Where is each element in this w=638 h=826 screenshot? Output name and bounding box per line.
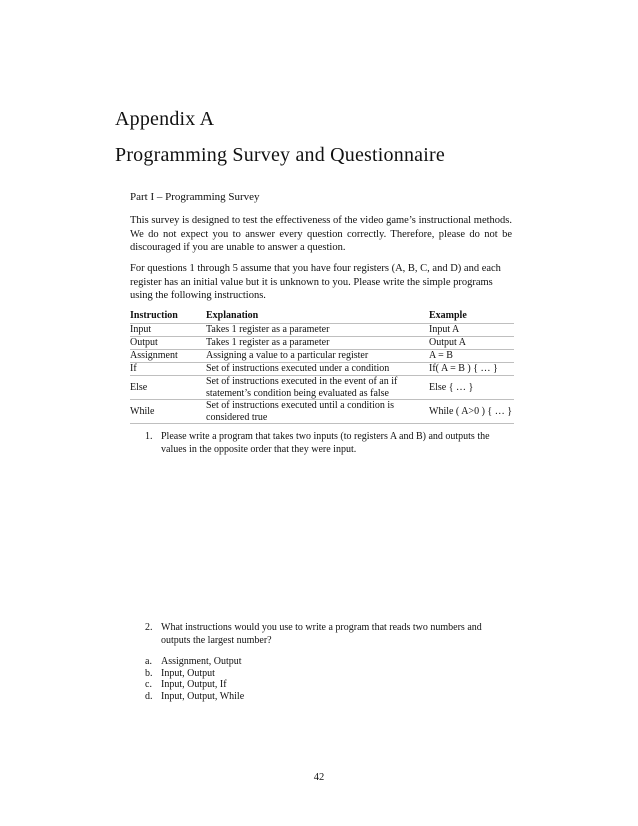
table-cell-explanation: Set of instructions executed until a condition is considered true xyxy=(206,400,429,424)
table-header-row xyxy=(130,309,514,324)
table-row xyxy=(130,376,514,400)
table-row xyxy=(130,350,514,363)
instruction-table xyxy=(130,309,514,424)
table-cell-explanation: Takes 1 register as a parameter xyxy=(206,337,429,350)
table-cell-instruction: Assignment xyxy=(130,350,206,363)
option-text: Assignment, Output xyxy=(161,656,242,667)
table-row xyxy=(130,337,514,350)
column-header-explanation: Explanation xyxy=(206,309,429,324)
table-cell-explanation: Takes 1 register as a parameter xyxy=(206,324,429,337)
appendix-title: Programming Survey and Questionnaire xyxy=(115,144,445,166)
table-cell-example: A = B xyxy=(429,350,514,363)
part-heading: Part I – Programming Survey xyxy=(130,191,260,203)
column-header-example: Example xyxy=(429,309,514,324)
option-letter: d. xyxy=(145,690,153,702)
question-2 xyxy=(145,622,515,652)
option-text: Input, Output, If xyxy=(161,679,227,691)
table-cell-instruction: While xyxy=(130,400,206,424)
option-letter: b. xyxy=(145,667,153,679)
question-1 xyxy=(145,431,515,461)
page-number: 42 xyxy=(313,772,325,783)
table-cell-instruction: Output xyxy=(130,337,206,350)
table-row xyxy=(130,400,514,424)
table-cell-instruction: Input xyxy=(130,324,206,337)
column-header-instruction: Instruction xyxy=(130,309,206,324)
table-cell-explanation: Assigning a value to a particular register xyxy=(206,350,429,363)
option-text: Input, Output xyxy=(161,667,215,679)
intro-paragraph: This survey is designed to test the effectiveness of the video game’s instructional methods. We do not expect you to answer every question correctly. Therefore, please do not be discouraged if you are unable to answer a question. xyxy=(130,215,512,253)
table-cell-example: Input A xyxy=(429,324,514,337)
question-number: 1. xyxy=(145,431,153,442)
appendix-label: Appendix A xyxy=(115,108,215,130)
table-cell-instruction: Else xyxy=(130,376,206,400)
table-cell-explanation: Set of instructions executed in the event of an if statement’s condition being evaluated as false xyxy=(206,376,429,400)
table-cell-example: While ( A>0 ) { … } xyxy=(429,400,514,424)
option-letter: c. xyxy=(145,679,152,691)
table-cell-example: Output A xyxy=(429,337,514,350)
table-row xyxy=(130,363,514,376)
question-text: Please write a program that takes two inputs (to registers A and B) and outputs the values in the opposite order that they were input. xyxy=(161,431,490,455)
question-text: What instructions would you use to write a program that reads two numbers and outputs the largest number? xyxy=(161,622,482,646)
table-row xyxy=(130,324,514,337)
table-cell-explanation: Set of instructions executed under a condition xyxy=(206,363,429,376)
table-cell-example: If( A = B ) { … } xyxy=(429,363,514,376)
option-letter: a. xyxy=(145,656,152,667)
option-text: Input, Output, While xyxy=(161,690,245,702)
question-number: 2. xyxy=(145,622,153,633)
instructions-paragraph: For questions 1 through 5 assume that you have four registers (A, B, C, and D) and each register has an initial value but it is unknown to you. Please write the simple programs using the following instructions. xyxy=(130,263,501,301)
table-cell-instruction: If xyxy=(130,363,206,376)
table-cell-example: Else { … } xyxy=(429,376,514,400)
